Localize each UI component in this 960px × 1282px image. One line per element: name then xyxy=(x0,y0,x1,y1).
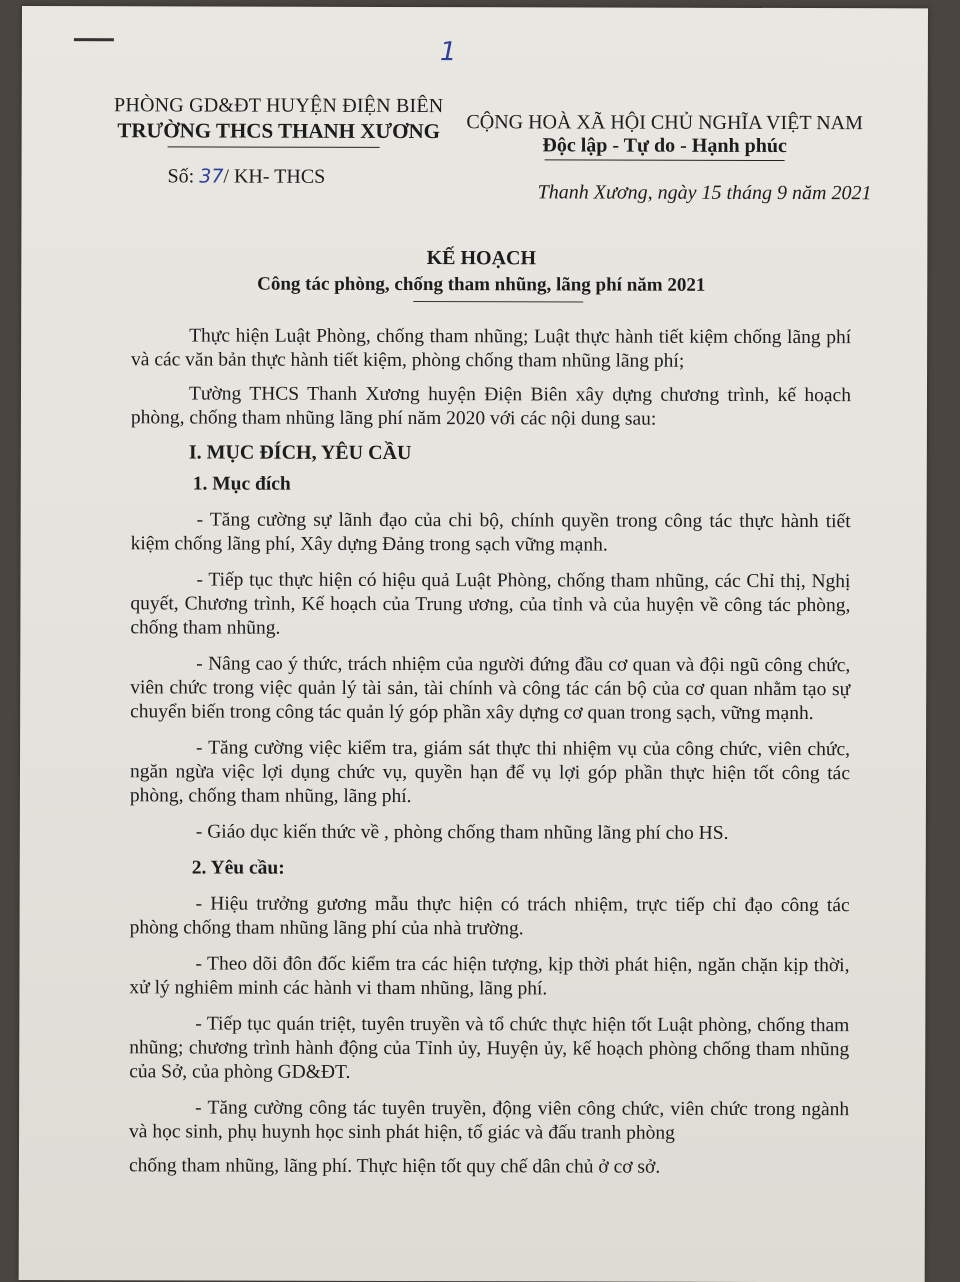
title-block xyxy=(131,246,831,297)
purpose-item: - Tăng cường việc kiểm tra, giám sát thực thi nhiệm vụ của công chức, viên chức, ngăn ngừa việc lợi dụng chức vụ, quyền hạn để vụ lợi góp phần thực hiện tốt công tác phòng, chống tham nhũng, lãng phí. xyxy=(129,737,851,808)
final-line: chống tham nhũng, lãng phí. Thực hiện tốt quy chế dân chủ ở cơ sở. xyxy=(128,1155,661,1178)
purpose-heading: 1. Mục đích xyxy=(192,473,291,495)
intro-paragraph-2: Tường THCS Thanh Xương huyện Điện Biên xây dựng chương trình, kế hoạch phòng, chống tham nhũng lãng phí năm 2020 với các nội dung sau: xyxy=(130,383,852,430)
requirement-item: - Tiếp tục quán triệt, tuyên truyền và tổ chức thực hiện tốt Luật phòng, chống tham nhũng; chương trình hành động của Tỉnh ủy, Huyện ủy, kế hoạch phòng chống tham nhũng của Sở, của phòng GD&ĐT. xyxy=(129,1013,850,1083)
motto-underline xyxy=(544,159,784,161)
issuer-header xyxy=(104,94,454,189)
department-name: PHÒNG GD&ĐT HUYỆN ĐIỆN BIÊN xyxy=(113,94,444,118)
requirement-heading: 2. Yêu cầu: xyxy=(191,857,285,879)
handwritten-number: 37 xyxy=(199,165,224,188)
school-underline xyxy=(167,146,380,148)
document-subtitle: Công tác phòng, chống tham nhũng, lãng phí năm 2021 xyxy=(257,273,706,296)
document-page xyxy=(19,6,928,1282)
handwritten-page-number: 1 xyxy=(439,37,457,68)
pen-dash-mark xyxy=(74,38,114,41)
requirement-item: - Hiệu trưởng gương mẫu thực hiện có trách nhiệm, trực tiếp chỉ đạo công tác phòng chống tham nhũng lãng phí của nhà trường. xyxy=(129,893,850,940)
purpose-item: - Giáo dục kiến thức về , phòng chống tham nhũng lãng phí cho HS. xyxy=(195,821,729,844)
purpose-item: - Nâng cao ý thức, trách nhiệm của người đứng đầu cơ quan và đội ngũ công chức, viên chức trong việc quản lý tài sản, tài chính và công tác cán bộ của cơ quan nhằm tạo sự chuyển biến trong công tác quản lý góp phần xây dựng cơ quan trong sạch, vững mạnh. xyxy=(130,653,851,725)
purpose-item: - Tiếp tục thực hiện có hiệu quả Luật Phòng, chống tham nhũng, các Chỉ thị, Nghị quyết, Chương trình, Kế hoạch của Trung ương, của tỉnh và của huyện về công tác phòng, chống tham nhũng. xyxy=(130,569,851,639)
national-header xyxy=(457,111,871,205)
purpose-item: - Tăng cường sự lãnh đạo của chi bộ, chính quyền trong công tác thực hành tiết kiệm chống lãng phí, Xây dựng Đảng trong sạch vững mạnh. xyxy=(130,509,851,556)
national-motto xyxy=(542,134,787,158)
section-heading: I. MỤC ĐÍCH, YÊU CẦU xyxy=(188,441,412,465)
place-and-date: Thanh Xương, ngày 15 tháng 9 năm 2021 xyxy=(537,181,872,205)
requirement-item: - Tăng cường công tác tuyên truyền, động viên công chức, viên chức trong ngành và học sinh, phụ huynh học sinh phát hiện, tố giác và đấu tranh phòng xyxy=(129,1097,850,1144)
school-name xyxy=(117,118,440,144)
document-body xyxy=(129,324,851,1180)
document-number xyxy=(104,165,454,189)
intro-paragraph-1: Thực hiện Luật Phòng, chống tham nhũng; Luật thực hành tiết kiệm chống lãng phí và các văn bản thực hành tiết kiệm, phòng chống tham nhũng lãng phí; xyxy=(131,325,852,372)
requirement-item: - Theo dõi đôn đốc kiểm tra các hiện tượng, kịp thời phát hiện, ngăn chặn kịp thời, xử lý nghiêm minh các hành vi tham nhũng, lãng phí. xyxy=(129,953,850,1000)
number-prefix: Số: xyxy=(167,165,200,188)
motto-text: Độc lập - Tự do - Hạnh phúc xyxy=(542,134,787,158)
school-name-text: TRƯỜNG THCS THANH XƯƠNG xyxy=(117,118,441,144)
number-suffix: / KH- THCS xyxy=(223,165,326,188)
document-title: KẾ HOẠCH xyxy=(426,247,537,270)
pen-underline xyxy=(413,301,583,302)
nation-name: CỘNG HOÀ XÃ HỘI CHỦ NGHĨA VIỆT NAM xyxy=(466,111,863,135)
